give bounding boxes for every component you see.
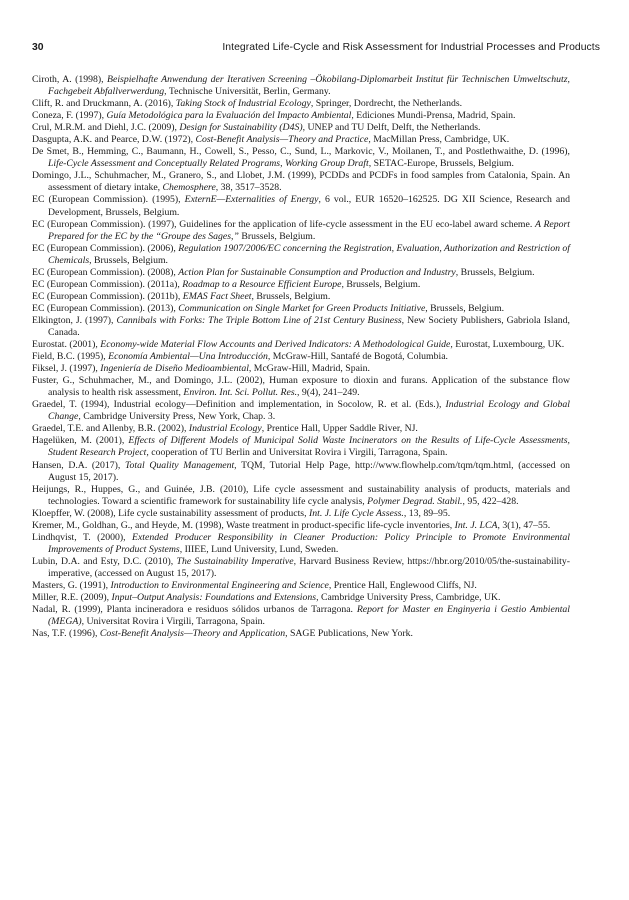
- reference-authors: Masters, G. (1991),: [32, 579, 111, 591]
- reference-title: Input–Output Analysis: Foundations and Extensions: [111, 592, 317, 604]
- reference-title: Life-Cycle Assessment and Conceptually Related Programs, Working Group Draft: [48, 158, 369, 170]
- reference-entry: [32, 291, 570, 303]
- reference-details: , MacMillan Press, Cambridge, UK.: [368, 134, 510, 146]
- reference-authors: Kremer, M., Goldhan, G., and Heyde, M. (1998), Waste treatment in product-specific life-cycle inventories,: [32, 519, 455, 531]
- reference-authors: EC (European Commission). (2008),: [32, 266, 179, 278]
- reference-details: , IIIEE, Lund University, Lund, Sweden.: [179, 543, 339, 555]
- reference-title: ExternE—Externalities of Energy: [184, 194, 319, 206]
- reference-authors: Fuster, G., Schuhmacher, M., and Domingo, J.L. (2002), Human exposure to dioxin and furans. Application of the substance flow analysis to health risk assessment,: [32, 375, 570, 399]
- reference-authors: Elkington, J. (1997),: [32, 314, 117, 326]
- reference-authors: EC (European Commission). (2006),: [32, 242, 179, 254]
- reference-title: Report for Master en Enginyeria i Gestio Ambiental (MEGA): [48, 604, 570, 628]
- reference-details: , UNEP and TU Delft, Delft, the Netherlands.: [302, 122, 481, 134]
- reference-details: , Brussels, Belgium.: [251, 290, 331, 302]
- reference-authors: EC (European Commission). (2011b),: [32, 290, 183, 302]
- reference-entry: [32, 556, 570, 580]
- reference-details: , 95, 422–428.: [462, 495, 519, 507]
- reference-title: Polymer Degrad. Stabil.: [367, 495, 463, 507]
- reference-authors: Heijungs, R., Huppes, G., and Guinée, J.B. (2010), Life cycle assessment and sustainability analysis of products, materials and technologies. Toward a scientific framework for sustainability life cycle analysis,: [32, 483, 570, 507]
- reference-title: Taking Stock of Industrial Ecology: [175, 98, 311, 110]
- reference-entry: [32, 146, 570, 170]
- running-title: Integrated Life-Cycle and Risk Assessment for Industrial Processes and Products: [222, 42, 600, 53]
- reference-entry: [32, 339, 570, 351]
- reference-entry: [32, 279, 570, 291]
- reference-authors: Eurostat. (2001),: [32, 339, 101, 351]
- reference-details: , SAGE Publications, New York.: [285, 628, 413, 640]
- reference-authors: Lindhqvist, T. (2000),: [32, 531, 133, 543]
- reference-authors: Miller, R.E. (2009),: [32, 592, 112, 604]
- reference-title: Regulation 1907/2006/EC concerning the Registration, Evaluation, Authorization and Restriction of Chemicals: [48, 242, 571, 266]
- reference-title: Int. J. LCA: [454, 519, 498, 531]
- reference-entry: [32, 604, 570, 628]
- reference-entry: [32, 194, 570, 218]
- reference-title: A Report Prepared for the EC by the “Groupe des Sages,”: [48, 218, 570, 242]
- reference-title: Communication on Single Market for Green Products Initiative: [178, 302, 426, 314]
- reference-title: Chemosphere: [162, 182, 216, 194]
- reference-details: , Eurostat, Luxembourg, UK.: [450, 339, 565, 351]
- reference-title: EMAS Fact Sheet: [182, 290, 252, 302]
- reference-details: , 13, 89–95.: [403, 507, 451, 519]
- reference-details: , Brussels, Belgium.: [341, 278, 421, 290]
- reference-authors: Graedel, T.E. and Allenby, B.R. (2002),: [32, 423, 189, 435]
- reference-entry: [32, 74, 570, 98]
- reference-entry: [32, 98, 570, 110]
- reference-entry: [32, 423, 570, 435]
- reference-entry: [32, 363, 570, 375]
- reference-details: , 38, 3517–3528.: [215, 182, 282, 194]
- reference-entry: [32, 435, 570, 459]
- reference-details: , Brussels, Belgium.: [89, 254, 168, 266]
- reference-details: , McGraw-Hill, Santafé de Bogotá, Columbia.: [267, 351, 448, 363]
- reference-entry: [32, 508, 570, 520]
- reference-entry: [32, 303, 570, 315]
- reference-title: Extended Producer Responsibility in Cleaner Production: Policy Principle to Promote Environmental Improvements of Product Systems: [48, 531, 570, 555]
- reference-entry: [32, 532, 570, 556]
- reference-entry: [32, 628, 570, 640]
- reference-title: Industrial Ecology: [188, 423, 262, 435]
- reference-authors: EC (European Commission). (1997), Guidelines for the application of life-cycle assessment in the EU eco-label award scheme.: [32, 218, 535, 230]
- reference-title: Economy-wide Material Flow Accounts and Derived Indicators: A Methodological Guide: [100, 339, 451, 351]
- reference-authors: De Smet, B., Hemming, C., Baumann, H., Cowell, S., Pesso, C., Sund, L., Markovic, V., Moilanen, T., and Postlethwaithe, D. (1996),: [32, 146, 570, 158]
- reference-title: Ingeniería de Diseño Medioambiental: [100, 363, 249, 375]
- reference-authors: Crul, M.R.M. and Diehl, J.C. (2009),: [32, 122, 180, 134]
- page-header: [32, 40, 600, 56]
- reference-details: , 6 vol., EUR 16520–162525. DG XII Science, Research and Development, Brussels, Belgium.: [48, 194, 571, 218]
- reference-entry: [32, 219, 570, 243]
- reference-entry: [32, 484, 570, 508]
- reference-details: , Prentice Hall, Englewood Cliffs, NJ.: [328, 579, 477, 591]
- reference-title: Int. J. Life Cycle Assess.: [308, 507, 404, 519]
- reference-title: Effects of Different Models of Municipal Solid Waste Incinerators on the Results of Life-Cycle Assessments, Student Research Project: [48, 435, 570, 459]
- reference-authors: Fiksel, J. (1997),: [32, 363, 101, 375]
- reference-title: Cost-Benefit Analysis—Theory and Application: [99, 628, 286, 640]
- reference-authors: Lubin, D.A. and Esty, D.C. (2010),: [32, 555, 177, 567]
- reference-entry: [32, 520, 570, 532]
- reference-details: , Technische Universität, Berlin, Germany.: [164, 86, 331, 98]
- reference-list: [32, 74, 570, 640]
- reference-title: Total Quality Management: [125, 459, 235, 471]
- reference-title: Introduction to Environmental Engineering and Science: [110, 579, 329, 591]
- reference-details: , Cambridge University Press, New York, Chap. 3.: [78, 411, 276, 423]
- reference-authors: Ciroth, A. (1998),: [32, 74, 108, 85]
- reference-entry: [32, 399, 570, 423]
- reference-title: Cost-Benefit Analysis—Theory and Practice: [195, 134, 369, 146]
- reference-authors: Domingo, J.L., Schuhmacher, M., Granero, S., and Llobet, J.M. (1999), PCDDs and PCDFs in food samples from Catalonia, Spain. An assessment of dietary intake,: [32, 170, 570, 194]
- reference-details: , Harvard Business Review, https://hbr.org/2010/05/the-sustainability-imperative, (accessed on August 15, 2017).: [48, 555, 570, 579]
- reference-entry: [32, 170, 570, 194]
- reference-details: Brussels, Belgium.: [238, 230, 316, 242]
- reference-title: Roadmap to a Resource Efficient Europe: [182, 278, 342, 290]
- reference-details: , New Society Publishers, Gabriola Island, Canada.: [48, 314, 570, 338]
- reference-title: Cannibals with Forks: The Triple Bottom Line of 21st Century Business: [116, 314, 402, 326]
- reference-authors: Nas, T.F. (1996),: [32, 628, 100, 640]
- reference-details: , Prentice Hall, Upper Saddle River, NJ.: [261, 423, 418, 435]
- reference-details: , Brussels, Belgium.: [455, 266, 535, 278]
- reference-authors: Field, B.C. (1995),: [32, 351, 109, 363]
- reference-entry: [32, 592, 570, 604]
- reference-details: , 9(4), 241–249.: [297, 387, 360, 399]
- reference-authors: Coneza, F. (1997),: [32, 110, 107, 122]
- reference-entry: [32, 267, 570, 279]
- reference-authors: Hansen, D.A. (2017),: [32, 459, 126, 471]
- reference-title: Design for Sustainability (D4S): [179, 122, 303, 134]
- reference-details: , TQM, Tutorial Help Page, http://www.flowhelp.com/tqm/tqm.html, (accessed on August 15, 2017).: [48, 459, 570, 483]
- reference-authors: EC (European Commission). (2013),: [32, 302, 179, 314]
- reference-authors: Clift, R. and Druckmann, A. (2016),: [32, 98, 176, 110]
- reference-details: , Universitat Rovira i Virgili, Tarragona, Spain.: [81, 616, 265, 628]
- reference-entry: [32, 243, 570, 267]
- reference-details: , Cambridge University Press, Cambridge, UK.: [316, 592, 501, 604]
- reference-title: Beispielhafte Anwendung der Iterativen Screening –Ökobilang-Diplomarbeit Institut für Technischen Umweltschutz, Fachgebeit Abfallverwerdung: [48, 74, 570, 98]
- reference-entry: [32, 351, 570, 363]
- reference-details: , Brussels, Belgium.: [425, 302, 505, 314]
- reference-entry: [32, 375, 570, 399]
- reference-authors: Hagelüken, M. (2001),: [32, 435, 129, 447]
- reference-details: , SETAC-Europe, Brussels, Belgium.: [368, 158, 514, 170]
- reference-authors: Dasgupta, A.K. and Pearce, D.W. (1972),: [32, 134, 196, 146]
- reference-entry: [32, 460, 570, 484]
- reference-title: Guía Metodológica para la Evaluación del Impacto Ambiental: [106, 110, 352, 122]
- reference-title: Industrial Ecology and Global Change: [48, 399, 570, 423]
- reference-entry: [32, 580, 570, 592]
- reference-authors: EC (European Commission). (2011a),: [32, 278, 183, 290]
- reference-authors: Graedel, T. (1994), Industrial ecology—Definition and implementation, in Socolow, R. et al. (Eds.),: [32, 399, 446, 411]
- reference-title: Economía Ambiental—Una Introducción: [108, 351, 268, 363]
- reference-authors: EC (European Commission). (1995),: [32, 194, 185, 206]
- reference-details: , 3(1), 47–55.: [497, 519, 551, 531]
- reference-title: Action Plan for Sustainable Consumption and Production and Industry: [178, 266, 456, 278]
- page-number: 30: [32, 42, 44, 53]
- reference-entry: [32, 134, 570, 146]
- reference-title: Environ. Int. Sci. Pollut. Res.: [183, 387, 298, 399]
- reference-details: , Springer, Dordrecht, the Netherlands.: [310, 98, 463, 110]
- reference-details: , cooperation of TU Berlin and Universitat Rovira i Virgili, Tarragona, Spain.: [146, 447, 448, 459]
- reference-entry: [32, 110, 570, 122]
- reference-details: , Ediciones Mundi-Prensa, Madrid, Spain.: [351, 110, 516, 122]
- reference-entry: [32, 315, 570, 339]
- reference-details: , McGraw-Hill, Madrid, Spain.: [248, 363, 370, 375]
- reference-title: The Sustainability Imperative: [176, 555, 294, 567]
- reference-authors: Kloepffer, W. (2008), Life cycle sustainability assessment of products,: [32, 507, 309, 519]
- reference-authors: Nadal, R. (1999), Planta incineradora e residuos sólidos urbanos de Tarragona.: [32, 604, 357, 616]
- reference-entry: [32, 122, 570, 134]
